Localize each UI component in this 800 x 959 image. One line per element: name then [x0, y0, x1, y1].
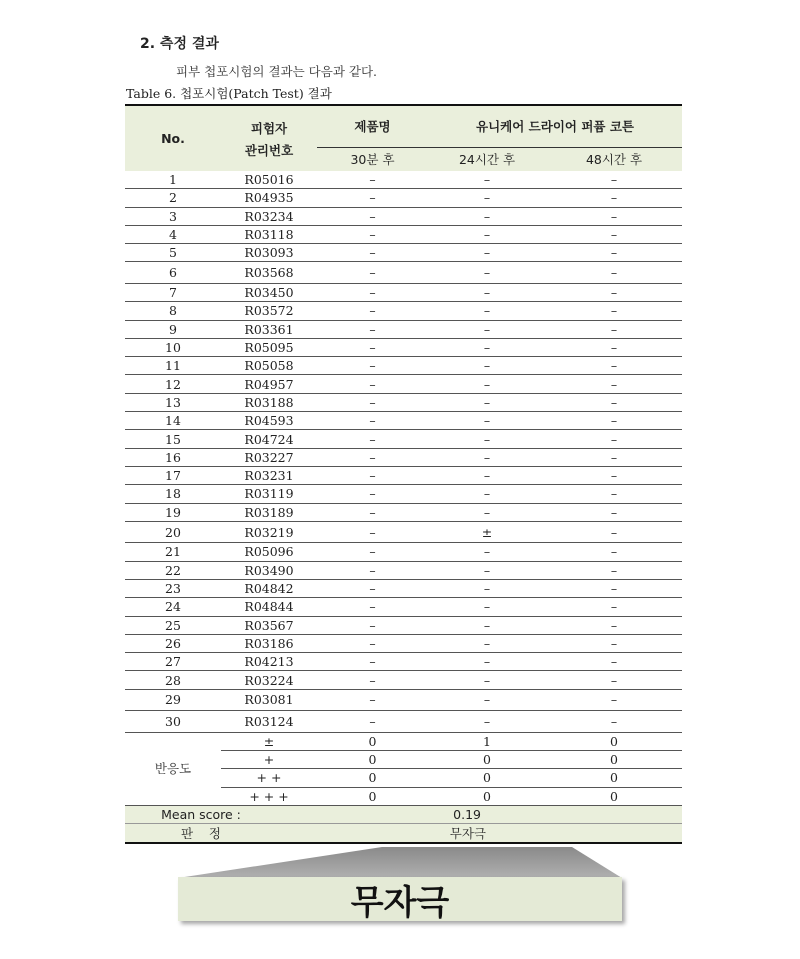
table-row	[125, 262, 682, 284]
cell-t24: –	[428, 189, 546, 207]
cell-no: 23	[125, 579, 221, 597]
cell-t30: –	[317, 412, 428, 430]
cell-t24: –	[428, 616, 546, 634]
cell-t30: –	[317, 171, 428, 189]
reaction-label: 반응도	[125, 732, 221, 805]
table-row	[125, 171, 682, 189]
cell-t48: –	[546, 503, 682, 521]
cell-no: 27	[125, 653, 221, 671]
mean-score-empty	[546, 805, 682, 823]
cell-t30: –	[317, 634, 428, 652]
cell-id: R04724	[221, 430, 317, 448]
cell-id: R04935	[221, 189, 317, 207]
table-row	[125, 466, 682, 484]
header-subject-line1: 피험자	[250, 120, 288, 136]
reaction-cell-t24: 0	[428, 787, 546, 805]
cell-t30: –	[317, 448, 428, 466]
cell-no: 6	[125, 262, 221, 284]
reaction-cell-t30: 0	[317, 751, 428, 769]
cell-id: R03081	[221, 689, 317, 711]
cell-no: 20	[125, 521, 221, 543]
judgement-empty	[546, 823, 682, 843]
reaction-cell-grade: +	[221, 751, 317, 769]
table-row	[125, 616, 682, 634]
cell-no: 17	[125, 466, 221, 484]
cell-no: 8	[125, 302, 221, 320]
reaction-cell-t48: 0	[546, 769, 682, 787]
cell-t24: –	[428, 653, 546, 671]
cell-id: R05095	[221, 338, 317, 356]
intro-text: 피부 첩포시험의 결과는 다음과 같다.	[176, 64, 377, 79]
reaction-cell-t48: 0	[546, 787, 682, 805]
cell-id: R03361	[221, 320, 317, 338]
reaction-cell-grade: + + +	[221, 787, 317, 805]
reaction-cell-t24: 1	[428, 732, 546, 750]
cell-t24: –	[428, 207, 546, 225]
cell-t24: –	[428, 466, 546, 484]
cell-no: 16	[125, 448, 221, 466]
cell-id: R03189	[221, 503, 317, 521]
reaction-cell-grade: + +	[221, 769, 317, 787]
table-row	[125, 244, 682, 262]
cell-t30: –	[317, 430, 428, 448]
cell-t24: –	[428, 561, 546, 579]
cell-t24: –	[428, 283, 546, 301]
cell-t30: –	[317, 357, 428, 375]
cell-t24: ±	[428, 521, 546, 543]
table-row	[125, 485, 682, 503]
cell-id: R03219	[221, 521, 317, 543]
cell-t30: –	[317, 338, 428, 356]
judgement-label: 판 정	[125, 823, 317, 843]
cell-t24: –	[428, 302, 546, 320]
cell-t24: –	[428, 543, 546, 561]
cell-t48: –	[546, 244, 682, 262]
cell-t30: –	[317, 689, 428, 711]
reaction-cell-t48: 0	[546, 751, 682, 769]
cell-t48: –	[546, 225, 682, 243]
cell-no: 2	[125, 189, 221, 207]
header-product-name: 유니케어 드라이어 퍼퓸 코튼	[428, 105, 682, 147]
cell-id: R03227	[221, 448, 317, 466]
table-row	[125, 561, 682, 579]
subject-rows	[125, 171, 682, 732]
cell-id: R03231	[221, 466, 317, 484]
cell-t30: –	[317, 466, 428, 484]
cell-t30: –	[317, 302, 428, 320]
cell-t48: –	[546, 561, 682, 579]
cell-t48: –	[546, 543, 682, 561]
cell-t48: –	[546, 653, 682, 671]
cell-t30: –	[317, 320, 428, 338]
table-row	[125, 671, 682, 689]
reaction-cell-t30: 0	[317, 769, 428, 787]
cell-t48: –	[546, 171, 682, 189]
cell-id: R03234	[221, 207, 317, 225]
table-row	[125, 338, 682, 356]
table-row	[125, 393, 682, 411]
cell-id: R03093	[221, 244, 317, 262]
cell-id: R04213	[221, 653, 317, 671]
cell-no: 7	[125, 283, 221, 301]
cell-t48: –	[546, 485, 682, 503]
header-time-24h: 24시간 후	[428, 147, 546, 171]
reaction-rows	[125, 732, 682, 805]
table-row	[125, 711, 682, 733]
table-row	[125, 375, 682, 393]
table-row	[125, 357, 682, 375]
cell-t30: –	[317, 653, 428, 671]
table-row	[125, 302, 682, 320]
reaction-cell-t48: 0	[546, 732, 682, 750]
cell-t48: –	[546, 283, 682, 301]
cell-t48: –	[546, 466, 682, 484]
cell-no: 24	[125, 598, 221, 616]
cell-t30: –	[317, 503, 428, 521]
cell-t24: –	[428, 448, 546, 466]
cell-no: 30	[125, 711, 221, 733]
cell-t30: –	[317, 262, 428, 284]
cell-id: R03186	[221, 634, 317, 652]
cell-t48: –	[546, 375, 682, 393]
cell-t48: –	[546, 207, 682, 225]
cell-no: 11	[125, 357, 221, 375]
cell-t48: –	[546, 262, 682, 284]
cell-no: 14	[125, 412, 221, 430]
cell-t48: –	[546, 579, 682, 597]
cell-t30: –	[317, 543, 428, 561]
mean-score-row	[125, 805, 682, 823]
header-subject-line2: 관리번호	[244, 142, 294, 158]
cell-t48: –	[546, 711, 682, 733]
cell-id: R05058	[221, 357, 317, 375]
cell-t48: –	[546, 616, 682, 634]
cell-t30: –	[317, 711, 428, 733]
table-row	[125, 543, 682, 561]
cell-no: 10	[125, 338, 221, 356]
cell-t30: –	[317, 485, 428, 503]
table-row	[125, 598, 682, 616]
cell-id: R03188	[221, 393, 317, 411]
cell-id: R03567	[221, 616, 317, 634]
cell-no: 26	[125, 634, 221, 652]
cell-t30: –	[317, 671, 428, 689]
cell-t48: –	[546, 393, 682, 411]
cell-id: R05016	[221, 171, 317, 189]
cell-t48: –	[546, 357, 682, 375]
header-time-30min: 30분 후	[317, 147, 428, 171]
judgement-callout	[178, 845, 626, 923]
table-row	[125, 521, 682, 543]
cell-no: 1	[125, 171, 221, 189]
cell-t24: –	[428, 244, 546, 262]
cell-t30: –	[317, 225, 428, 243]
reaction-cell-t24: 0	[428, 751, 546, 769]
cell-t24: –	[428, 375, 546, 393]
cell-t24: –	[428, 430, 546, 448]
cell-t24: –	[428, 671, 546, 689]
cell-no: 21	[125, 543, 221, 561]
cell-t30: –	[317, 244, 428, 262]
reaction-cell-t30: 0	[317, 732, 428, 750]
cell-t24: –	[428, 338, 546, 356]
table-row	[125, 634, 682, 652]
table-row	[125, 430, 682, 448]
cell-t30: –	[317, 375, 428, 393]
section-title: 2. 측정 결과	[140, 36, 219, 52]
cell-id: R03450	[221, 283, 317, 301]
table-row	[125, 689, 682, 711]
mean-score-value: 0.19	[317, 805, 546, 823]
table-row	[125, 503, 682, 521]
table-row	[125, 653, 682, 671]
cell-no: 4	[125, 225, 221, 243]
cell-t30: –	[317, 598, 428, 616]
cell-t48: –	[546, 430, 682, 448]
table-row	[125, 579, 682, 597]
cell-id: R04844	[221, 598, 317, 616]
cell-t48: –	[546, 671, 682, 689]
table-row	[125, 448, 682, 466]
cell-no: 25	[125, 616, 221, 634]
cell-no: 28	[125, 671, 221, 689]
cell-t48: –	[546, 689, 682, 711]
cell-no: 5	[125, 244, 221, 262]
cell-t48: –	[546, 634, 682, 652]
callout-text: 무자극	[178, 877, 622, 921]
cell-t24: –	[428, 357, 546, 375]
cell-no: 19	[125, 503, 221, 521]
reaction-cell-t24: 0	[428, 769, 546, 787]
cell-id: R03572	[221, 302, 317, 320]
cell-t24: –	[428, 225, 546, 243]
cell-id: R03490	[221, 561, 317, 579]
table-row	[125, 412, 682, 430]
cell-t24: –	[428, 634, 546, 652]
cell-t24: –	[428, 689, 546, 711]
cell-no: 12	[125, 375, 221, 393]
cell-t24: –	[428, 711, 546, 733]
cell-t24: –	[428, 485, 546, 503]
reaction-row	[125, 732, 682, 750]
cell-t24: –	[428, 171, 546, 189]
table-row	[125, 189, 682, 207]
cell-t24: –	[428, 262, 546, 284]
header-time-48h: 48시간 후	[546, 147, 682, 171]
cell-t30: –	[317, 393, 428, 411]
cell-no: 13	[125, 393, 221, 411]
header-no: No.	[125, 105, 221, 171]
cell-no: 29	[125, 689, 221, 711]
judgement-row	[125, 823, 682, 843]
mean-score-label: Mean score :	[125, 805, 317, 823]
cell-id: R03224	[221, 671, 317, 689]
reaction-cell-t30: 0	[317, 787, 428, 805]
header-subject-id	[221, 105, 317, 171]
cell-t24: –	[428, 503, 546, 521]
table-row	[125, 207, 682, 225]
header-product-label: 제품명	[317, 105, 428, 147]
judgement-value: 무자극	[317, 823, 546, 843]
cell-id: R03119	[221, 485, 317, 503]
cell-t30: –	[317, 561, 428, 579]
table-caption: Table 6. 첩포시험(Patch Test) 결과	[126, 86, 332, 101]
cell-t30: –	[317, 579, 428, 597]
cell-t30: –	[317, 189, 428, 207]
cell-t24: –	[428, 393, 546, 411]
table-row	[125, 225, 682, 243]
cell-no: 18	[125, 485, 221, 503]
cell-t30: –	[317, 521, 428, 543]
cell-t48: –	[546, 338, 682, 356]
cell-no: 9	[125, 320, 221, 338]
cell-no: 15	[125, 430, 221, 448]
cell-t48: –	[546, 320, 682, 338]
cell-t48: –	[546, 412, 682, 430]
patch-test-table	[125, 104, 682, 844]
cell-id: R03118	[221, 225, 317, 243]
cell-id: R05096	[221, 543, 317, 561]
cell-t48: –	[546, 189, 682, 207]
cell-id: R04842	[221, 579, 317, 597]
cell-no: 22	[125, 561, 221, 579]
cell-t30: –	[317, 283, 428, 301]
cell-id: R03568	[221, 262, 317, 284]
cell-t48: –	[546, 302, 682, 320]
cell-id: R03124	[221, 711, 317, 733]
cell-t48: –	[546, 448, 682, 466]
cell-t48: –	[546, 598, 682, 616]
cell-t24: –	[428, 579, 546, 597]
cell-t24: –	[428, 320, 546, 338]
cell-t48: –	[546, 521, 682, 543]
cell-t30: –	[317, 616, 428, 634]
cell-id: R04957	[221, 375, 317, 393]
table-row	[125, 320, 682, 338]
table-row	[125, 283, 682, 301]
cell-no: 3	[125, 207, 221, 225]
cell-id: R04593	[221, 412, 317, 430]
cell-t24: –	[428, 598, 546, 616]
cell-t24: –	[428, 412, 546, 430]
cell-t30: –	[317, 207, 428, 225]
reaction-cell-grade: ±	[221, 732, 317, 750]
